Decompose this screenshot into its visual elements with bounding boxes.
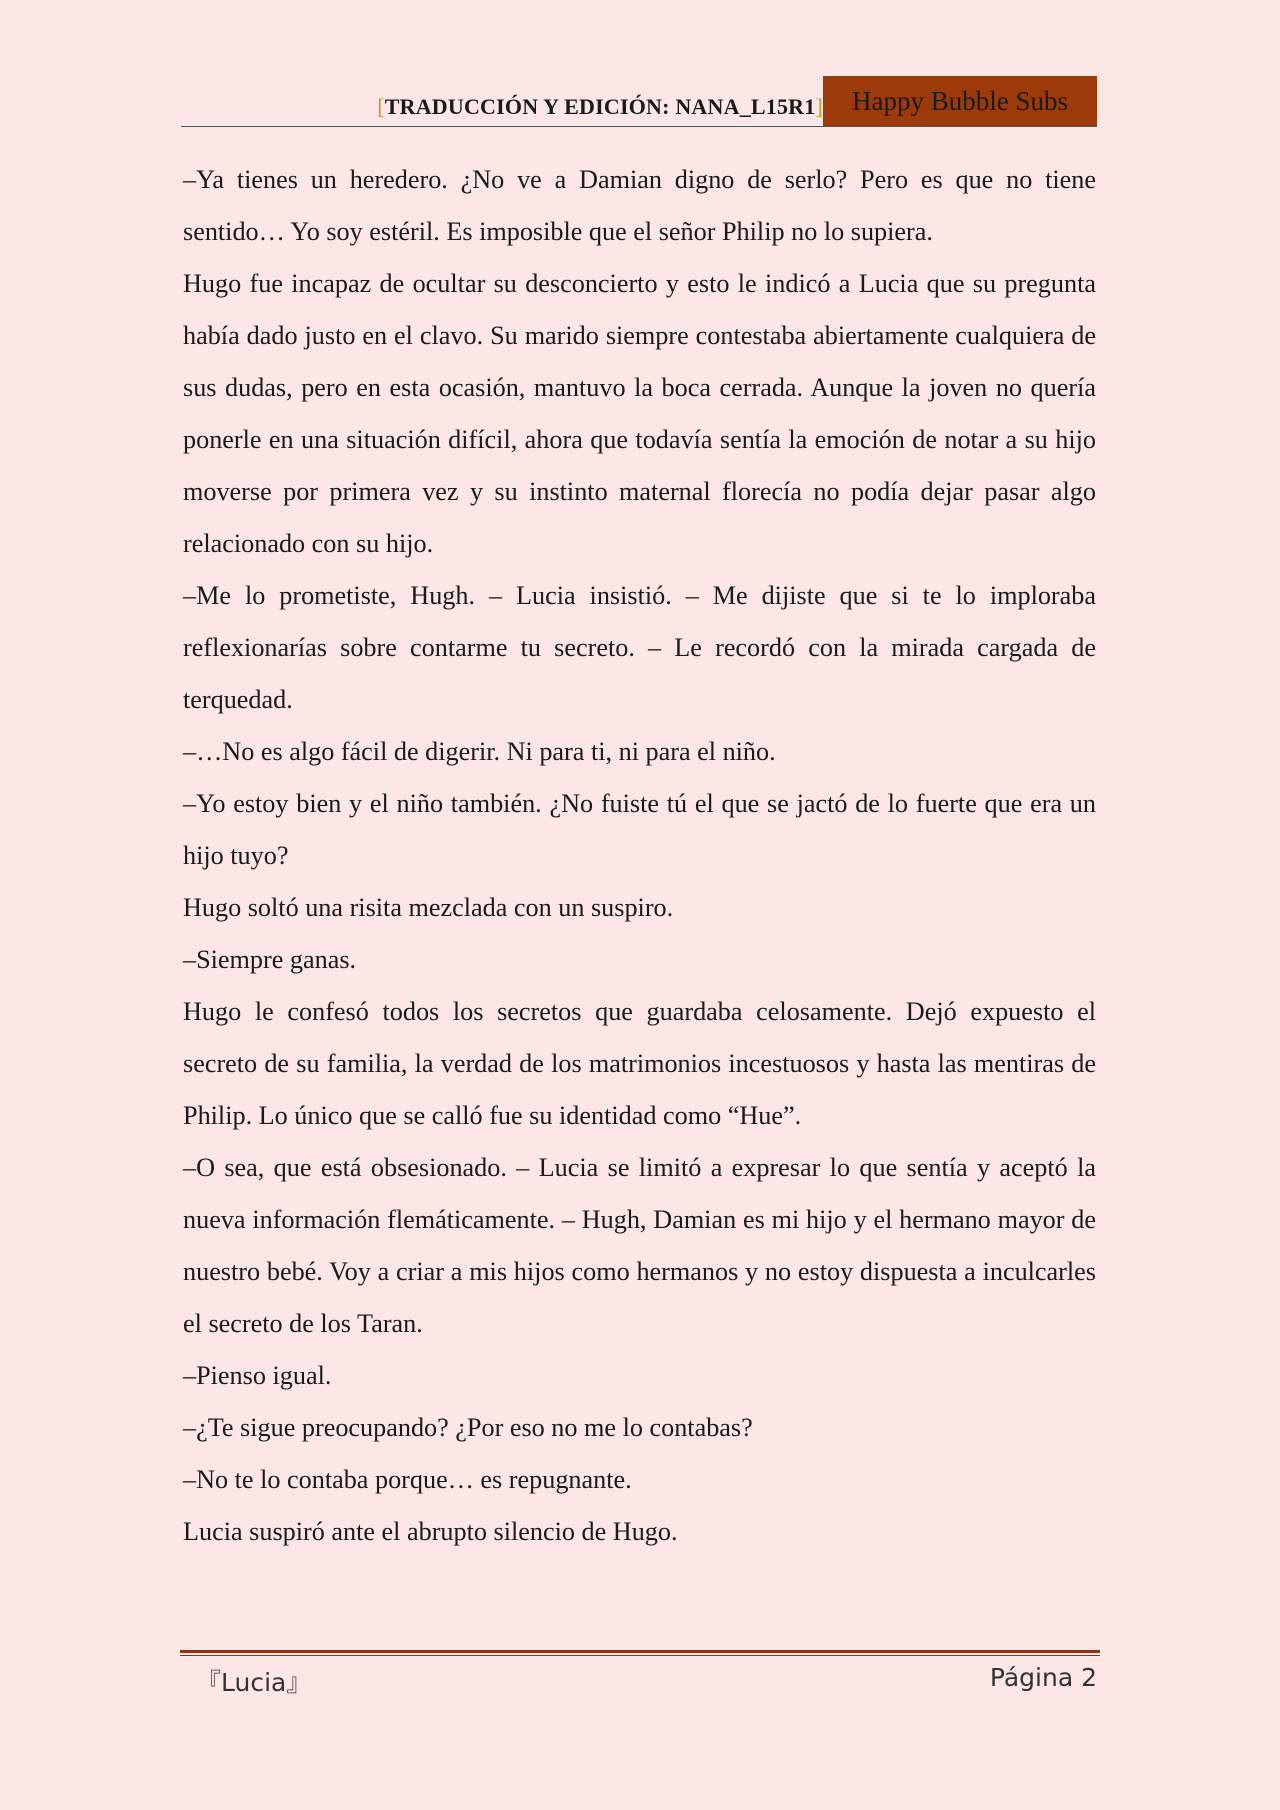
header-close-bracket: ] (815, 94, 823, 119)
paragraph: –Siempre ganas. (183, 945, 357, 974)
paragraph: –Pienso igual. (183, 1361, 332, 1390)
paragraph: Hugo soltó una risita mezclada con un suspiro. (183, 893, 674, 922)
paragraph: Lucia suspiró ante el abrupto silencio de Hugo. (183, 1517, 678, 1546)
paragraph: –Me lo prometiste, Hugh. – Lucia insistió. – Me dijiste que si te lo imploraba reflexionarías sobre contarme tu secreto. – Le recordó con la mirada cargada de terquedad. (183, 581, 1096, 714)
paragraph: –Ya tienes un heredero. ¿No ve a Damian digno de serlo? Pero es que no tiene sentido… Yo soy estéril. Es imposible que el señor Philip no lo supiera. (183, 165, 1096, 246)
footer-book-title: 『Lucia』 (196, 1668, 312, 1697)
page-header (181, 76, 1097, 127)
paragraph: Hugo le confesó todos los secretos que guardaba celosamente. Dejó expuesto el secreto de su familia, la verdad de los matrimonios incestuosos y hasta las mentiras de Philip. Lo único que se calló fue su identidad como “Hue”. (183, 997, 1096, 1130)
paragraph: –…No es algo fácil de digerir. Ni para ti, ni para el niño. (183, 737, 776, 766)
footer-divider (180, 1650, 1100, 1656)
header-credits (377, 94, 823, 120)
paragraph: –No te lo contaba porque… es repugnante. (183, 1465, 632, 1494)
header-open-bracket: [ (377, 94, 385, 119)
header-brand-box (823, 76, 1097, 126)
header-brand: Happy Bubble Subs (852, 85, 1068, 116)
paragraph: –O sea, que está obsesionado. – Lucia se limitó a expresar lo que sentía y aceptó la nueva información flemáticamente. – Hugh, Damian es mi hijo y el hermano mayor de nuestro bebé. Voy a criar a mis hijos como hermanos y no estoy dispuesta a inculcarles el secreto de los Taran. (183, 1153, 1096, 1338)
footer-page-number: Página 2 (989, 1663, 1097, 1692)
header-title: TRADUCCIÓN Y EDICIÓN: NANA_L15R1 (384, 94, 816, 119)
paragraph: Hugo fue incapaz de ocultar su desconcierto y esto le indicó a Lucia que su pregunta había dado justo en el clavo. Su marido siempre contestaba abiertamente cualquiera de sus dudas, pero en esta ocasión, mantuvo la boca cerrada. Aunque la joven no quería ponerle en una situación difícil, ahora que todavía sentía la emoción de notar a su hijo moverse por primera vez y su instinto maternal florecía no podía dejar pasar algo relacionado con su hijo. (183, 269, 1096, 558)
paragraph: –¿Te sigue preocupando? ¿Por eso no me lo contabas? (183, 1413, 753, 1442)
body-text (183, 154, 1096, 1558)
paragraph: –Yo estoy bien y el niño también. ¿No fuiste tú el que se jactó de lo fuerte que era un hijo tuyo? (183, 789, 1096, 870)
